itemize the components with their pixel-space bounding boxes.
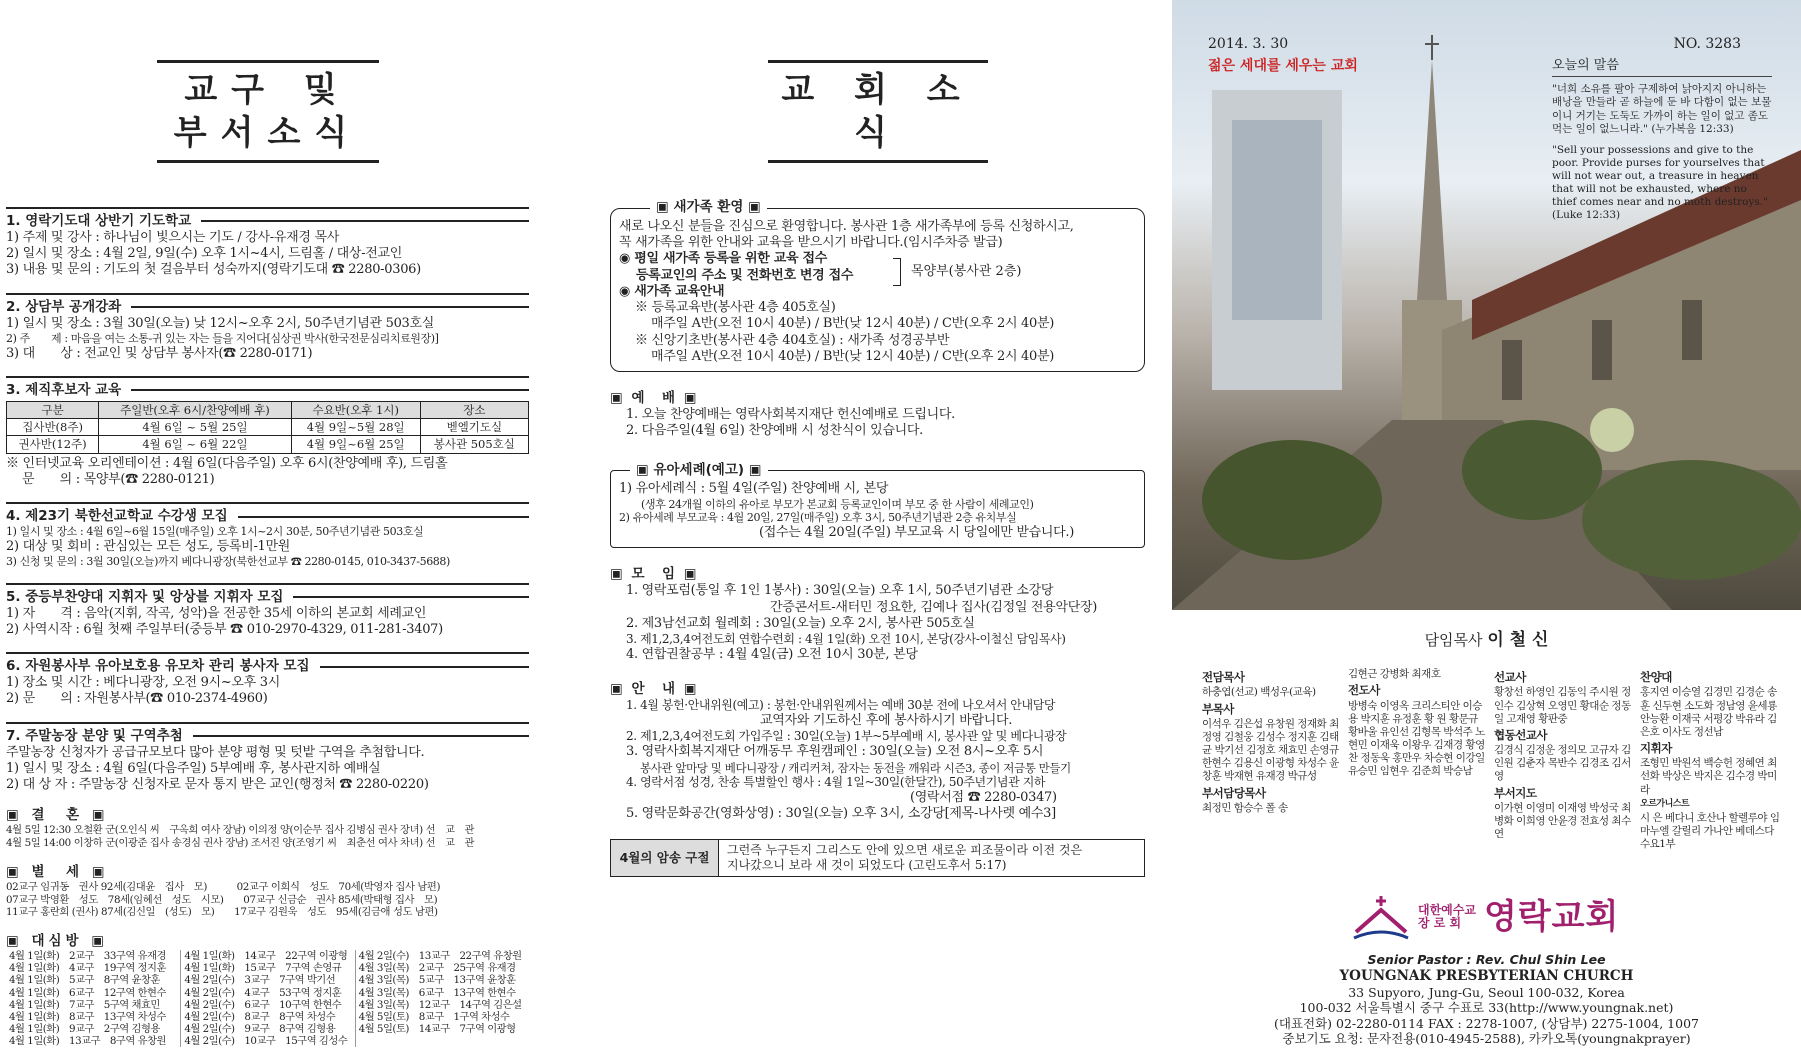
staff-names: 이가현 이영미 이재영 박성국 최병화 이희영 안윤경 전효성 최수연 — [1494, 801, 1631, 841]
text-line: 3) 신청 및 문의 : 3월 30일(오늘)까지 베다니광장(북한선교부 ☎ 2280-0145, 010-3437-5688) — [6, 555, 450, 569]
text-line: 4월 5일 14:00 이창하 군(이광준 집사 송경심 권사 장남) 조서진 양(조영기 씨 최춘선 여사 차녀) 선 교 관 — [6, 836, 475, 849]
section-heading: ▣ 별 세 ▣ — [6, 863, 109, 880]
text-line: 문 의 : 목양부(☎ 2280-0121) — [22, 472, 215, 487]
staff-group-title: 협동선교사 — [1494, 727, 1548, 742]
visit-list: 4월 1일(화) 14교구 22구역 이광형 4월 1일(화) 15교구 7구역 손영규 4월 2일(수) 3교구 7구역 박기선 4월 2일(수) 4교구 53구역 정지훈 4월 2일(수) 6교구 10구역 한현수 4월 2일(수) 8교구 8구역 차성수 4월 2일(수) 9교구 8구역 김형용 4월 2일(수) 10교구 15구역 김성수 — [180, 950, 354, 1047]
staff-names: 최정민 함승수 폴 송 — [1202, 801, 1288, 814]
text-line: 07교구 박영환 성도 78세(임혜선 성도 시모) 07교구 신금순 권사 85세(박태형 집사 모) — [6, 893, 438, 906]
staff-directory — [1202, 668, 1782, 851]
staff-names: 이석우 김은섭 유창원 정재화 최정영 김철웅 김성수 정지훈 김태균 박기선 김정호 채효민 손영규 한현수 김용신 이광형 차성수 윤창훈 박재현 유재경 박규성 — [1202, 717, 1339, 783]
staff-group-title: 부서지도 — [1494, 785, 1537, 800]
text-line: 1) 자 격 : 음악(지휘, 작곡, 성악)을 전공한 35세 이하의 본교회 세례교인 — [6, 605, 427, 621]
table-cell: 권사반(12주) — [7, 436, 99, 453]
staff-names: 황창선 하영인 김동익 주시원 정인수 김상혁 오영민 황대순 정동일 고재영 황판중 — [1494, 686, 1631, 725]
section-notices — [610, 681, 1145, 822]
section-heading: ▣ 새가족 환영 ▣ — [650, 199, 767, 216]
visit-list: 4월 1일(화) 2교구 33구역 유재경 4월 1일(화) 4교구 19구역 정지훈 4월 1일(화) 5교구 8구역 윤창훈 4월 1일(화) 6교구 12구역 한현수 4월 1일(화) 7교구 5구역 채효민 4월 1일(화) 8교구 13구역 차성수 4월 1일(화) 9교구 2구역 김형용 4월 1일(화) 13교구 8구역 유창원 — [9, 950, 166, 1048]
brace-label: 목양부(봉사관 2층) — [911, 263, 1022, 279]
verse-korean: "너희 소유를 팔아 구제하여 낡아지지 아니하는 배낭을 만들라 곧 하늘에 둔 바 다함이 없는 보물이니 거기는 도둑도 가까이 하는 일이 없고 좀도 먹는 일이 없느니라." (누가복음 12:33) — [1552, 83, 1772, 135]
church-contact-footer — [1172, 952, 1801, 1047]
staff-names: 김현근 강병화 최재호 — [1348, 668, 1441, 680]
footer-address-ko: 100-032 서울특별시 중구 수표로 33(http://www.youngnak.net) — [1299, 1000, 1674, 1016]
section-counseling — [6, 293, 529, 362]
staff-group-title: 오르가니스트 — [1640, 798, 1690, 809]
dept-news-title: 교구 및 부서소식 — [157, 60, 379, 163]
text-line: 1) 유아세례식 : 5월 4일(주일) 찬양예배 시, 본당 — [619, 481, 889, 497]
footer-pastor: Senior Pastor : Rev. Chul Shin Lee — [1367, 952, 1606, 967]
text-line: 11교구 홍란희 (권사) 87세(김신일 (성도) 모) 17교구 김원욱 성도 95세(김금애 성도 남편) — [6, 906, 438, 919]
text-line: 1. 오늘 찬양예배는 영락사회복지재단 헌신예배로 드립니다. — [626, 407, 955, 422]
text-line: 3. 영락사회복지재단 어깨동무 후원캠페인 : 30일(오늘) 오전 8시~오후 5시 — [626, 744, 1044, 760]
staff-names: 하충엽(선교) 백성우(교육) — [1202, 686, 1316, 699]
section-officer-training — [6, 376, 529, 489]
text-line: 1. 4월 봉헌·안내위원(예고) : 봉헌·안내위원께서는 예배 30분 전에 나오셔서 안내담당 — [626, 698, 1056, 713]
section-obituary — [6, 864, 529, 919]
memory-verse-text: 지나갔으니 보라 새 것이 되었도다 (고린도후서 5:17) — [727, 857, 1007, 872]
church-slogan: 젊은 세대를 세우는 교회 — [1208, 58, 1358, 74]
section-heading: 4. 제23기 북한선교학교 수강생 모집 — [6, 502, 529, 525]
section-wedding — [6, 807, 529, 850]
memory-verse-box — [610, 839, 1145, 877]
text-line: 매주일 A반(오전 10시 40분) / B반(낮 12시 40분) / C반(오후 2시 40분) — [651, 316, 1055, 332]
staff-group-title: 찬양대 — [1640, 670, 1672, 684]
staff-names: 김경식 김정운 정의모 고규자 김인원 김춘자 목반수 김경조 김서영 — [1494, 744, 1631, 783]
table-cell: 봉사관 505호실 — [420, 436, 528, 453]
text-line: 1) 일시 및 장소 : 4월 6일~6월 15일(매주일) 오후 1시~2시 30분, 50주년기념관 503호실 — [6, 525, 424, 539]
text-line: 3) 대 상 : 전교인 및 상담부 봉사자(☎ 2280-0171) — [6, 345, 313, 361]
memory-verse-text: 그런즉 누구든지 그리스도 안에 있으면 새로운 피조물이라 이전 것은 — [727, 842, 1083, 857]
table-header: 수요반(오후 1시) — [291, 401, 420, 418]
section-home-visits — [6, 933, 529, 1047]
text-line: (영락서점 ☎ 2280-0347) — [910, 790, 1057, 805]
staff-group-title: 전도사 — [1348, 683, 1380, 698]
staff-group-title: 전담목사 — [1202, 670, 1245, 684]
section-heading: 3. 제직후보자 교육 — [6, 376, 529, 399]
text-line: ※ 인터넷교육 오리엔테이션 : 4월 6일(다음주일) 오후 6시(찬양예배 후), 드림홀 — [6, 455, 448, 471]
text-line: 2. 제3남선교회 월례회 : 30일(오늘) 오후 2시, 봉사관 505호실 — [626, 615, 975, 631]
table-row — [7, 419, 529, 436]
text-line: 4. 영락서점 성경, 찬송 특별할인 행사 : 4월 1일~30일(한달간), 50주년기념관 지하 — [626, 775, 1046, 789]
footer-address-en: 33 Supyoro, Jung-Gu, Seoul 100-032, Korea — [1348, 984, 1625, 1000]
brace — [893, 258, 901, 286]
text-line: 2) 대 상 자 : 주말농장 신청자로 문자 통지 받은 교인(행정처 ☎ 2280-0220) — [6, 777, 429, 792]
todays-verse — [1552, 58, 1772, 223]
text-line: ※ 신앙기초반(봉사관 4층 404호실) : 새가족 성경공부반 — [635, 332, 950, 348]
table-cell: 4월 9일~5월 28일 — [291, 419, 420, 436]
text-line: 2) 대상 및 회비 : 관심있는 모든 성도, 등록비-1만원 — [6, 538, 291, 554]
text-line: 교역자와 기도하신 후에 봉사하시기 바랍니다. — [760, 713, 1013, 729]
section-weekend-farm — [6, 722, 529, 794]
staff-names: 시 은 베다니 호산나 할렐루야 임마누엘 갈릴리 가나안 베데스다 수요1부 — [1640, 811, 1780, 851]
section-infant-baptism — [610, 462, 1145, 549]
bulletin-number: NO. 3283 — [1673, 36, 1741, 52]
text-line: 2. 제1,2,3,4여전도회 가입주일 : 30일(오늘) 1부~5부예배 시, 봉사관 앞 및 베다니광장 — [626, 729, 1067, 744]
section-heading: ▣ 대심방 ▣ — [6, 933, 109, 950]
text-line: 2) 문 의 : 자원봉사부(☎ 010-2374-4960) — [6, 691, 268, 707]
text-line: 2) 유아세례 부모교육 : 4월 20일, 27일(매주일) 오후 3시, 50주년기념관 2층 유치부실 — [619, 511, 1017, 525]
text-line: 1) 주제 및 강사 : 하나님이 빛으시는 기도 / 강사-유재경 목사 — [6, 229, 339, 245]
denomination-line1: 대한예수교 — [1418, 902, 1476, 917]
text-line: 1) 일시 및 장소 : 4월 6일(다음주일) 5부예배 후, 봉사관지하 예배실 — [6, 760, 381, 776]
section-stroller-volunteer — [6, 652, 529, 707]
section-choir-conductor — [6, 583, 529, 638]
denomination-line2: 장 로 회 — [1418, 916, 1462, 930]
text-line: 02교구 임귀동 권사 92세(김대윤 집사 모) 02교구 이희식 성도 70세(박영자 집사 남편) — [6, 880, 441, 893]
text-line: (접수는 4월 20일(주일) 부모교육 시 당일에만 받습니다.) — [759, 525, 1074, 541]
text-line: 2) 사역시작 : 6월 첫째 주일부터(중등부 ☎ 010-2970-4329, 011-281-3407) — [6, 622, 443, 637]
section-heading: ▣ 결 혼 ▣ — [6, 807, 109, 824]
bulletin-date: 2014. 3. 30 — [1208, 36, 1289, 52]
pastor-label: 담임목사 — [1424, 631, 1483, 649]
section-heading: 6. 자원봉사부 유아보호용 유모차 관리 봉사자 모집 — [6, 652, 529, 675]
staff-group-title: 부목사 — [1202, 701, 1234, 716]
table-header: 장소 — [420, 401, 528, 418]
church-photo — [1172, 0, 1801, 610]
staff-names: 방병숙 이영옥 크리스티안 이승용 박지훈 유정훈 황 원 황문규 황바울 유인선 김형목 박석주 노현민 이재욱 이왕우 김재경 황영찬 정동욱 홍만우 차승현 이강일 유승민 임현우 김준희 박승남 — [1348, 699, 1485, 778]
staff-names: 홍지연 이승열 김경민 김경순 송 훈 신두현 소도화 정남영 윤세룡 안능환 이재국 서평강 박유라 김은호 이사도 정선남 — [1640, 686, 1777, 738]
text-line: ※ 등록교육반(봉사관 4층 405호실) — [635, 300, 836, 316]
staff-group-title: 선교사 — [1494, 670, 1526, 684]
verse-heading: 오늘의 말씀 — [1552, 58, 1772, 77]
section-heading: 1. 영락기도대 상반기 기도학교 — [6, 207, 529, 230]
section-heading: 7. 주말농장 분양 및 구역추첨 — [6, 722, 529, 745]
section-nk-mission-school — [6, 502, 529, 569]
table-row — [7, 436, 529, 453]
cover-column — [1172, 0, 1801, 1054]
table-cell: 4월 6일 ~ 5월 25일 — [99, 419, 292, 436]
table-cell: 4월 9일~6월 25일 — [291, 436, 420, 453]
text-line: 2) 주 제 : 마음을 여는 소통-귀 있는 자는 들을 지어다[심상권 박사(한국전문심리치료원장)] — [6, 331, 439, 345]
church-emblem-icon — [1352, 892, 1410, 942]
dept-news-column — [0, 0, 535, 1047]
church-logo — [1352, 892, 1619, 942]
pastor-name: 이 철 신 — [1487, 630, 1549, 650]
memory-verse-label: 4월의 암송 구절 — [611, 840, 719, 876]
footer-phone: (대표전화) 02-2280-0114 FAX : 2278-1007, (상담부) 2275-1004, 1007 — [1274, 1015, 1699, 1031]
table-header: 주일반(오후 6시/찬양예배 후) — [99, 401, 292, 418]
text-line: 매주일 A반(오전 10시 40분) / B반(낮 12시 40분) / C반(오후 2시 40분) — [651, 348, 1055, 364]
text-line: 새로 나오신 분들을 진심으로 환영합니다. 봉사관 1층 새가족부에 등록 신청하시고, — [619, 218, 1074, 234]
text-line: ◉ 새가족 교육안내 — [619, 283, 725, 299]
text-line: 주말농장 신청자가 공급규모보다 많아 분양 평형 및 텃밭 구역을 추첨합니다. — [6, 744, 425, 760]
section-heading: 5. 중등부찬양대 지휘자 및 앙상블 지휘자 모집 — [6, 583, 529, 606]
table-cell: 벧엘기도실 — [420, 419, 528, 436]
church-news-title: 교 회 소 식 — [768, 60, 988, 163]
section-heading: ▣ 안 내 ▣ — [610, 681, 699, 698]
text-line: ◉ 평일 새가족 등록을 위한 교육 접수 — [619, 251, 828, 267]
staff-names: 조형민 박원석 백승헌 정혜연 최선화 박상은 박지은 김수경 박미라 — [1640, 757, 1777, 796]
table-cell: 4월 6일 ~ 6월 22일 — [99, 436, 292, 453]
section-prayer-school — [6, 207, 529, 279]
table-cell: 집사반(8주) — [7, 419, 99, 436]
table-header: 구분 — [7, 401, 99, 418]
verse-english: "Sell your possessions and give to the poor. Provide purses for yourselves that will not wear out, a treasure in heaven that will not be exhausted, where no thief comes near and no moth destroys." (Luke 12:33) — [1552, 143, 1768, 222]
section-new-family — [610, 199, 1145, 372]
text-line: 1) 장소 및 시간 : 베다니광장, 오전 9시~오후 3시 — [6, 675, 280, 691]
visit-list: 4월 2일(수) 13교구 22구역 유창원 4월 3일(목) 2교구 25구역 유재경 4월 3일(목) 5교구 13구역 윤창훈 4월 3일(목) 6교구 13구역 한현수 4월 3일(목) 12교구 14구역 김은설 4월 5일(토) 8교구 1구역 차성수 4월 5일(토) 14교구 7구역 이광형 — [355, 950, 529, 1047]
section-heading: 2. 상담부 공개강좌 — [6, 293, 529, 316]
text-line: 5. 영락문화공간(영화상영) : 30일(오늘) 오후 3시, 소강당[제목-나사렛 예수3] — [626, 806, 1056, 822]
text-line: (생후 24개월 이하의 유아로 부모가 본교회 등록교인이며 부모 중 한 사람이 세례교인) — [641, 497, 1034, 511]
section-heading: ▣ 유아세례(예고) ▣ — [630, 462, 768, 479]
text-line: 2) 일시 및 장소 : 4월 2일, 9일(수) 오후 1시~4시, 드림홀 / 대상-전교인 — [6, 246, 403, 262]
text-line: 4월 5일 12:30 오철환 군(오인식 씨 구옥희 여사 장남) 이의정 양(이순무 집사 김병심 권사 장녀) 선 교 관 — [6, 824, 475, 837]
section-meetings — [610, 566, 1145, 663]
text-line: 3. 제1,2,3,4여전도회 연합수련회 : 4월 1일(화) 오전 10시, 본당(강사-이철신 담임목사) — [626, 632, 1066, 646]
text-line: 3) 내용 및 문의 : 기도의 첫 걸음부터 성숙까지(영락기도대 ☎ 2280-0306) — [6, 262, 421, 278]
staff-group-title: 부서담당목사 — [1202, 785, 1266, 800]
text-line: 1) 일시 및 장소 : 3월 30일(오늘) 낮 12시~오후 2시, 50주년기념관 503호실 — [6, 315, 435, 331]
section-worship — [610, 390, 1145, 439]
section-heading: ▣ 모 임 ▣ — [610, 566, 699, 583]
text-line: 봉사관 앞마당 및 베다니광장 / 캐리커쳐, 잠자는 동전을 깨워라 시즌3, 종이 저금통 만들기 — [640, 760, 1071, 775]
text-line: 간증콘서트-새터민 정요한, 김예나 집사(김정일 전용악단장) — [770, 599, 1097, 615]
text-line: 4. 연합권찰공부 : 4월 4일(금) 오전 10시 30분, 본당 — [626, 647, 918, 662]
training-schedule-table — [6, 401, 529, 454]
text-line: 2. 다음주일(4월 6일) 찬양예배 시 성찬식이 있습니다. — [626, 423, 924, 439]
text-line: 등록교인의 주소 및 전화번호 변경 접수 — [619, 267, 854, 283]
staff-group-title: 지휘자 — [1640, 740, 1672, 755]
senior-pastor — [1172, 630, 1801, 651]
text-line: 1. 영락포럼(통일 후 1인 1봉사) : 30일(오늘) 오후 1시, 50주년기념관 소강당 — [626, 583, 1054, 599]
section-heading: ▣ 예 배 ▣ — [610, 390, 699, 407]
text-line: 꼭 새가족을 위한 안내와 교육을 받으시기 바랍니다.(임시주차증 발급) — [619, 235, 1003, 251]
footer-prayer-request: 중보기도 요청: 문자전용(010-4945-2588), 카카오톡(youngnakprayer) — [1282, 1031, 1691, 1047]
footer-church-name: YOUNGNAK PRESBYTERIAN CHURCH — [1339, 967, 1634, 984]
church-name: 영락교회 — [1483, 896, 1620, 937]
church-news-column — [610, 0, 1145, 877]
